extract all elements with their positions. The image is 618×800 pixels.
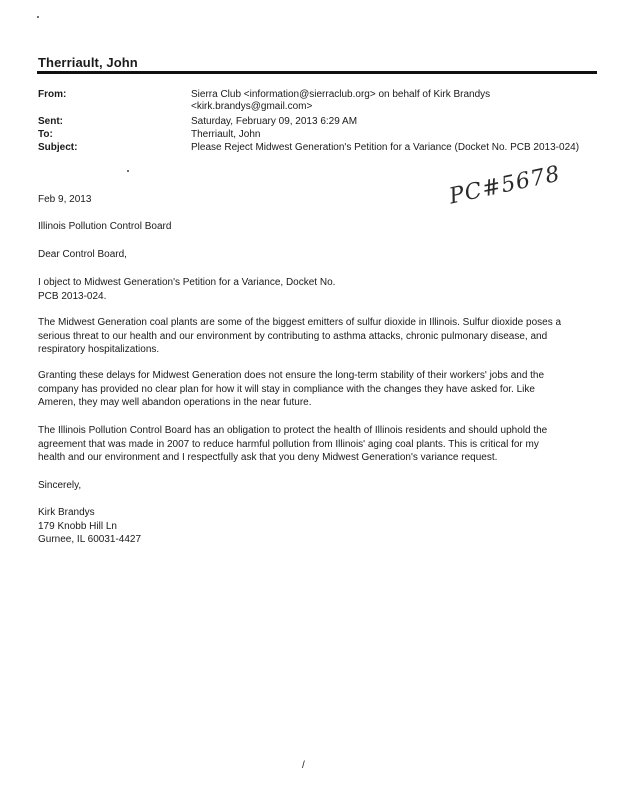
to-value: Therriault, John — [191, 129, 261, 140]
title-rule — [37, 71, 597, 74]
handwritten-mark: PC#5678 — [447, 161, 563, 210]
page-mark: / — [302, 760, 305, 771]
subject-value: Please Reject Midwest Generation's Petition for a Variance (Docket No. PCB 2013-024) — [191, 142, 580, 153]
paragraph-line: company has provided no clear plan for how it will stay in compliance with the changes they have asked for. Like — [38, 383, 535, 395]
paragraph-3 — [38, 369, 583, 410]
letter-closing: Sincerely, — [38, 480, 82, 491]
paragraph-line: The Midwest Generation coal plants are some of the biggest emitters of sulfur dioxide in Illinois. Sulfur dioxide poses a — [38, 317, 562, 328]
signature-address: 179 Knobb Hill Ln — [38, 520, 117, 532]
scan-speck — [127, 170, 129, 172]
paragraph-line: health and our environment and I respectfully ask that you deny Midwest Generation's variance request. — [38, 452, 498, 463]
subject-label: Subject: — [38, 142, 78, 153]
letter-date: Feb 9, 2013 — [38, 194, 92, 205]
letter-recipient: Illinois Pollution Control Board — [38, 221, 172, 232]
sender-name: Therriault, John — [38, 55, 138, 70]
signature-name: Kirk Brandys — [38, 507, 95, 518]
signature-block — [38, 506, 141, 547]
letter-salutation: Dear Control Board, — [38, 249, 127, 260]
paragraph-line: Ameren, they may well abandon operations in the near future. — [38, 397, 312, 408]
scan-speck — [37, 16, 39, 18]
paragraph-line: agreement that was made in 2007 to reduce harmful pollution from Illinois' aging coal plants. This is critical for my — [38, 438, 539, 450]
to-label: To: — [38, 129, 53, 140]
sent-value: Saturday, February 09, 2013 6:29 AM — [191, 116, 358, 127]
paragraph-line: respiratory hospitalizations. — [38, 344, 160, 355]
paragraph-line: Granting these delays for Midwest Generation does not ensure the long-term stability of their workers' jobs and the — [38, 370, 545, 381]
paragraph-line: serious threat to our health and our environment by contributing to asthma attacks, chronic pulmonary disease, and — [38, 330, 548, 342]
paragraph-2 — [38, 316, 583, 357]
paragraph-line: The Illinois Pollution Control Board has an obligation to protect the health of Illinois residents and should uphold the — [38, 425, 548, 436]
from-value-line-2: <kirk.brandys@gmail.com> — [191, 101, 313, 112]
paragraph-1 — [38, 276, 583, 303]
sent-label: Sent: — [38, 116, 63, 127]
paragraph-line: I object to Midwest Generation's Petition for a Variance, Docket No. — [38, 277, 336, 288]
paragraph-4 — [38, 424, 583, 465]
from-value-line-1: Sierra Club <information@sierraclub.org> on behalf of Kirk Brandys — [191, 89, 491, 100]
paragraph-line: PCB 2013-024. — [38, 290, 107, 302]
from-label: From: — [38, 89, 67, 100]
signature-city: Gurnee, IL 60031-4427 — [38, 534, 142, 545]
